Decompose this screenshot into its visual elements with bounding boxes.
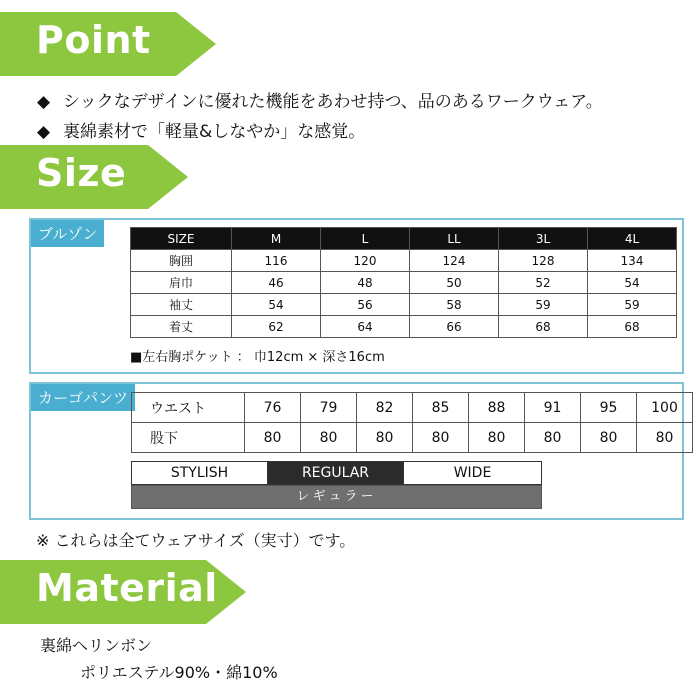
- table-cell: 68: [499, 316, 588, 338]
- table-cell: 80: [525, 423, 581, 453]
- table-cell: 50: [410, 272, 499, 294]
- table-cell: 66: [410, 316, 499, 338]
- pocket-note: ■左右胸ポケット ： 巾12cm × 深さ16cm: [130, 350, 385, 365]
- fit-option-regular: REGULAR: [267, 461, 404, 485]
- table-cell: 54: [232, 294, 321, 316]
- table-cell: 100: [637, 393, 693, 423]
- table-cell: 54: [588, 272, 677, 294]
- table-cell: 56: [321, 294, 410, 316]
- table-header-cell: LL: [410, 228, 499, 250]
- blouson-label: ブルゾン: [31, 220, 104, 247]
- table-cell: 128: [499, 250, 588, 272]
- table-cell: 82: [357, 393, 413, 423]
- table-cell: 46: [232, 272, 321, 294]
- size-footnote: ※ これらは全てウェアサイズ（実寸）です。: [36, 531, 356, 550]
- table-cell: 64: [321, 316, 410, 338]
- table-cell: 股下: [132, 423, 245, 453]
- table-header-cell: 4L: [588, 228, 677, 250]
- table-row: [132, 393, 693, 423]
- table-cell: ウエスト: [132, 393, 245, 423]
- table-header-cell: SIZE: [131, 228, 232, 250]
- cargo-label: カーゴパンツ: [31, 384, 135, 411]
- table-row: [131, 316, 677, 338]
- table-cell: 116: [232, 250, 321, 272]
- table-cell: 91: [525, 393, 581, 423]
- table-cell: 124: [410, 250, 499, 272]
- table-cell: 59: [588, 294, 677, 316]
- table-cell: 134: [588, 250, 677, 272]
- table-cell: 80: [301, 423, 357, 453]
- table-row: [131, 250, 677, 272]
- cargo-size-table: [131, 392, 693, 453]
- fit-indicator: [131, 461, 542, 509]
- table-cell: 79: [301, 393, 357, 423]
- fit-option-stylish: STYLISH: [131, 461, 268, 485]
- blouson-size-table: [130, 227, 677, 338]
- table-cell: 76: [245, 393, 301, 423]
- fit-option-wide: WIDE: [403, 461, 542, 485]
- table-cell: 120: [321, 250, 410, 272]
- table-cell: 48: [321, 272, 410, 294]
- diamond-icon: ◆: [37, 92, 51, 112]
- table-header-cell: L: [321, 228, 410, 250]
- point-bullet-1: ◆ シックなデザインに優れた機能をあわせ持つ、品のあるワークウェア。: [37, 92, 603, 112]
- table-cell: 袖丈: [131, 294, 232, 316]
- fit-caption: レギュラー: [131, 485, 542, 509]
- table-cell: 80: [357, 423, 413, 453]
- table-header-cell: 3L: [499, 228, 588, 250]
- table-cell: 80: [413, 423, 469, 453]
- table-cell: 80: [637, 423, 693, 453]
- material-composition: ポリエステル90%・綿10%: [80, 663, 278, 682]
- table-cell: 80: [469, 423, 525, 453]
- table-cell: 68: [588, 316, 677, 338]
- material-fabric: 裏綿ヘリンボン: [40, 636, 153, 655]
- diamond-icon: ◆: [37, 122, 51, 142]
- table-cell: 85: [413, 393, 469, 423]
- table-cell: 58: [410, 294, 499, 316]
- point-title: Point: [36, 18, 151, 62]
- table-cell: 胸囲: [131, 250, 232, 272]
- table-row: [132, 423, 693, 453]
- table-cell: 88: [469, 393, 525, 423]
- table-header-cell: M: [232, 228, 321, 250]
- table-cell: 80: [245, 423, 301, 453]
- point-bullet-2: ◆ 裏綿素材で「軽量&しなやか」な感覚。: [37, 122, 366, 142]
- table-cell: 着丈: [131, 316, 232, 338]
- table-row: [131, 272, 677, 294]
- table-cell: 59: [499, 294, 588, 316]
- table-cell: 95: [581, 393, 637, 423]
- table-header-row: [131, 228, 677, 250]
- material-title: Material: [36, 566, 218, 610]
- table-cell: 52: [499, 272, 588, 294]
- table-cell: 80: [581, 423, 637, 453]
- size-title: Size: [36, 151, 127, 195]
- table-cell: 62: [232, 316, 321, 338]
- table-cell: 肩巾: [131, 272, 232, 294]
- table-row: [131, 294, 677, 316]
